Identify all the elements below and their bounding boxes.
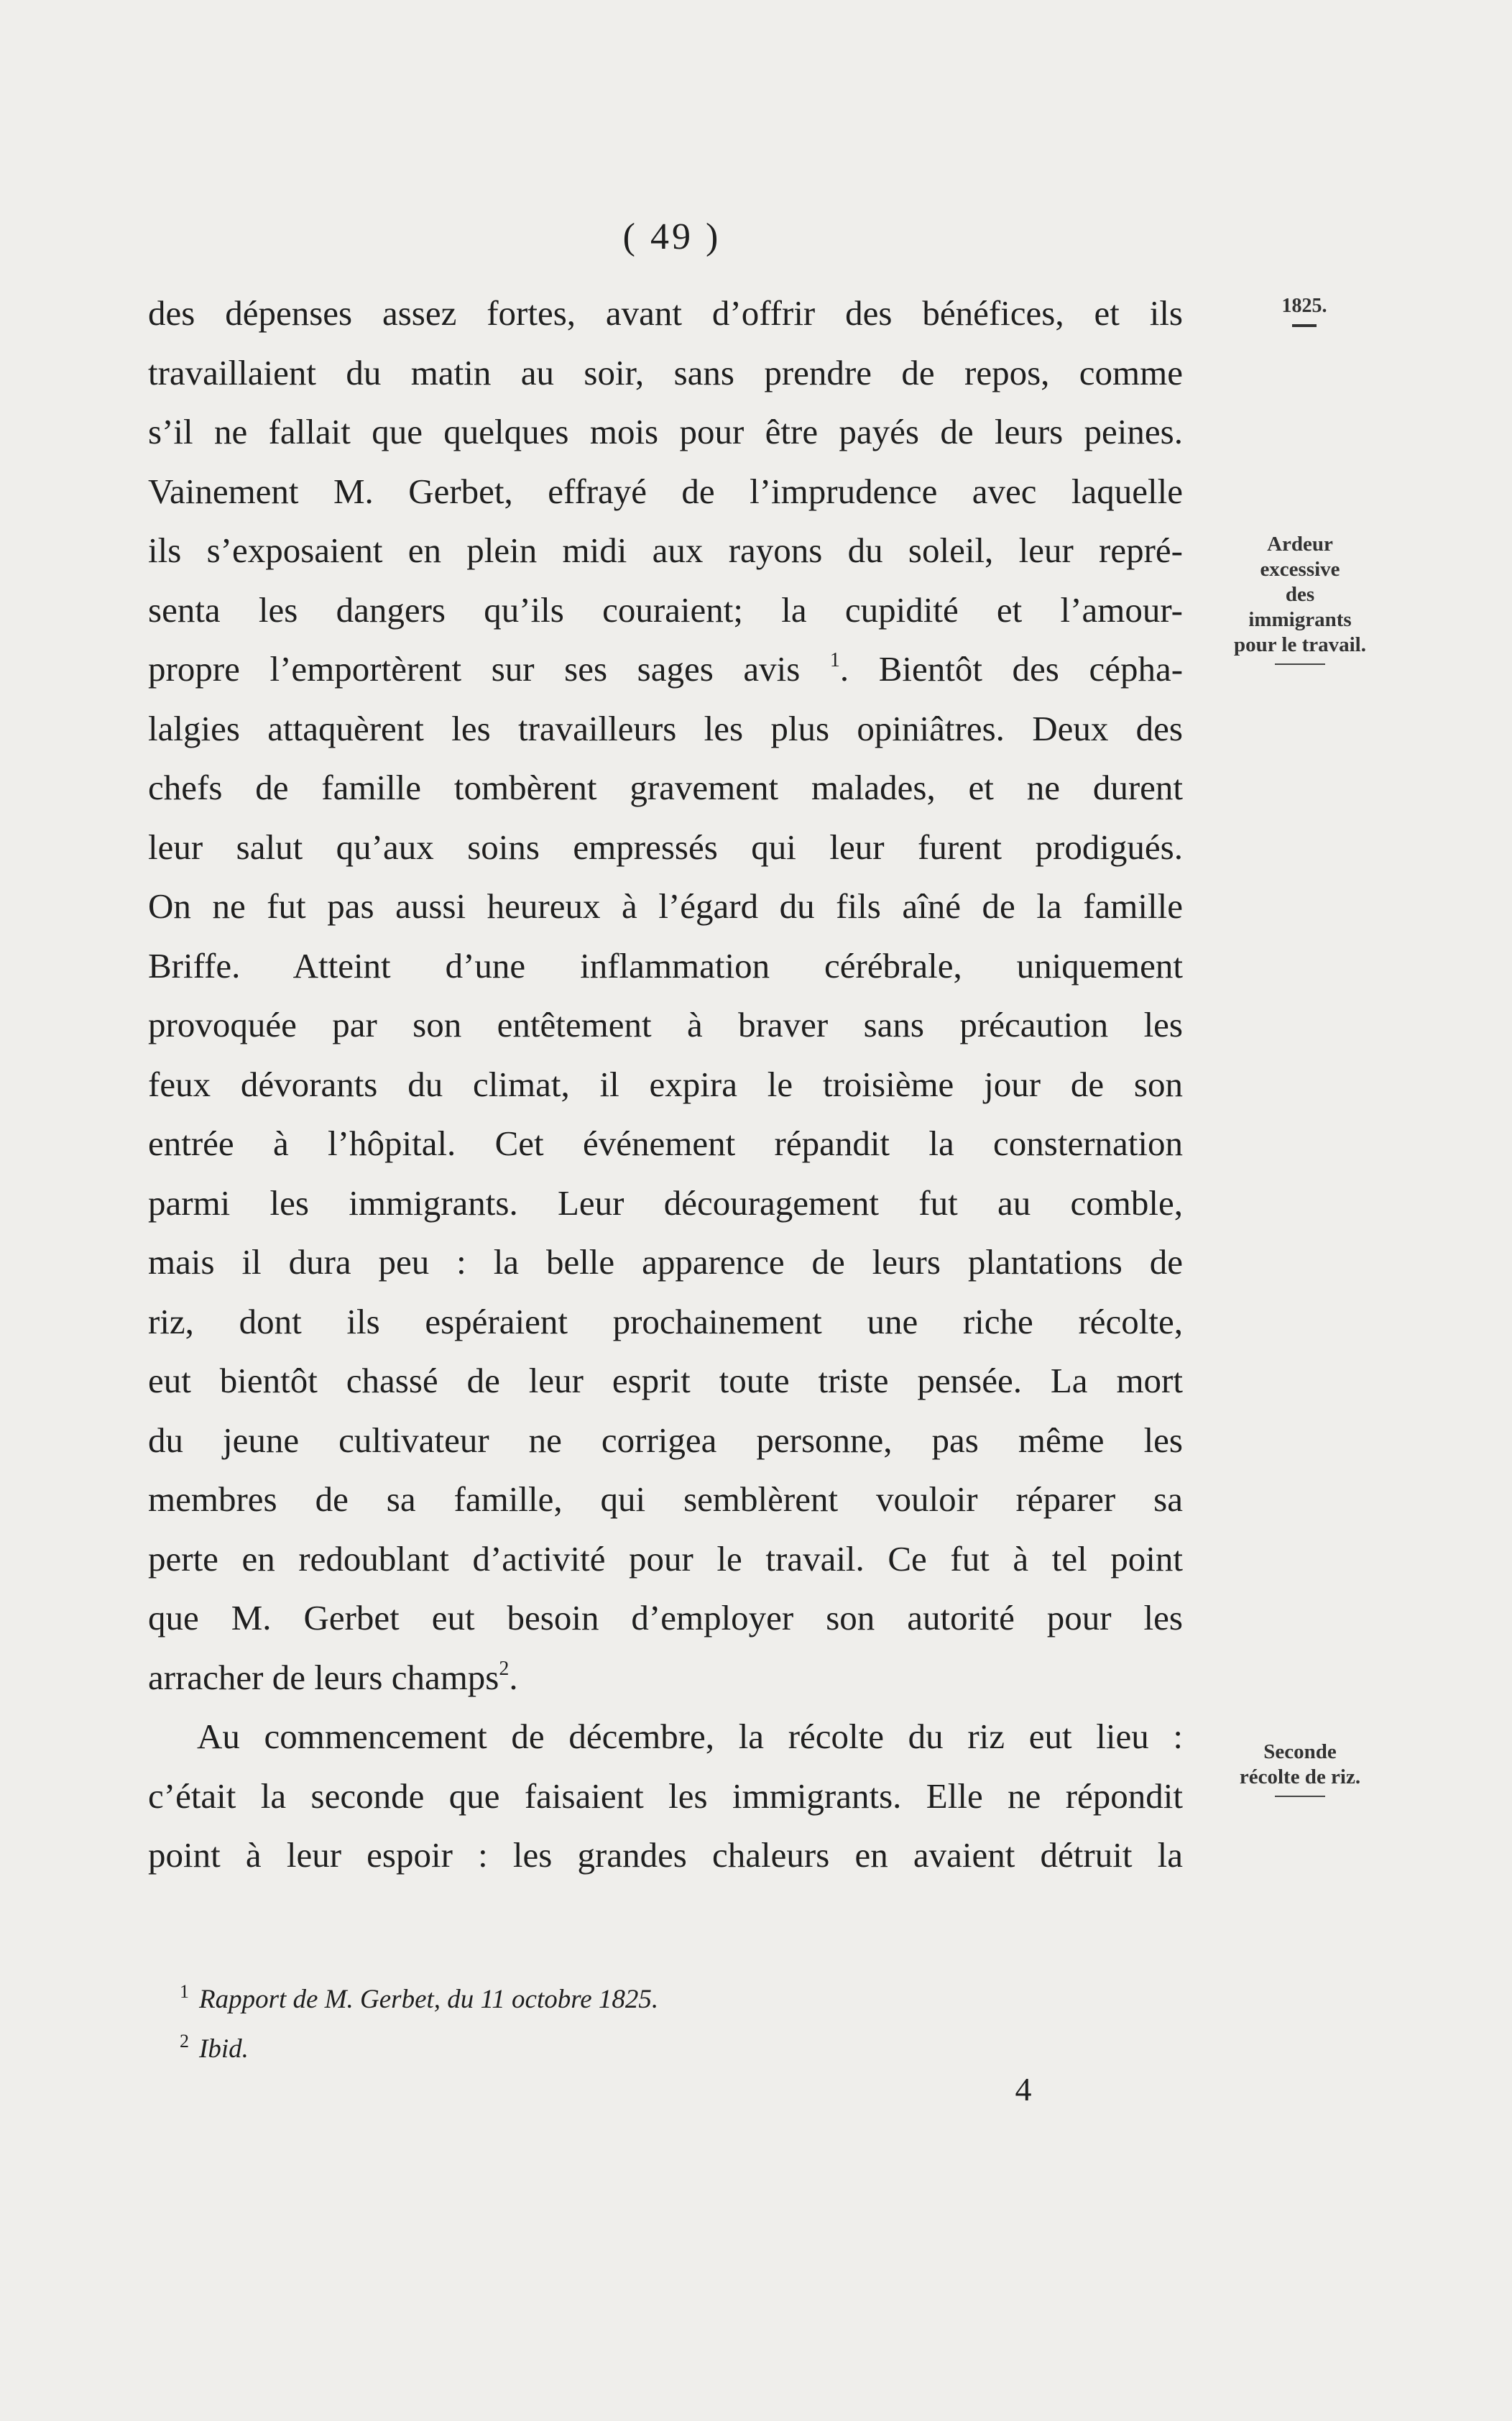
footnote [180,2021,1114,2070]
text-line: du jeune cultivateur ne corrigea personne, pas même les [148,1420,1183,1460]
footnote-text: Rapport de M. Gerbet, du 11 octobre 1825. [199,1985,659,2014]
footnote-marker: 2 [180,2031,189,2052]
text-line: travaillaient du matin au soir, sans prendre de repos, comme [148,352,1183,392]
page-number: ( 49 ) [622,216,722,257]
text-segment: . Bientôt des cépha- [839,649,1184,689]
text-line: que M. Gerbet eut besoin d’employer son autorité pour les [148,1598,1183,1637]
footnotes [180,1971,1114,2070]
footnote-text: Ibid. [199,2034,249,2064]
margin-note-year-text: 1825. [1281,295,1327,317]
text-line [148,1648,1183,1708]
footnote-marker: 1 [180,1981,189,2002]
footnote-ref[interactable]: 1 [829,649,840,671]
margin-note-line: des [1285,583,1315,606]
footnote [180,1971,1114,2021]
text-line: provoquée par son entêtement à braver sans précaution les [148,1005,1183,1044]
margin-note-ardeur [1217,532,1383,665]
text-line: entrée à l’hôpital. Cet événement répandit la consternation [148,1124,1183,1163]
text-line: Vainement M. Gerbet, effrayé de l’imprudence avec laquelle [148,471,1183,511]
text-line: des dépenses assez fortes, avant d’offrir des bénéfices, et ils [148,293,1183,333]
margin-rule [1275,1796,1325,1797]
text-line: point à leur espoir : les grandes chaleurs en avaient détruit la [148,1835,1183,1875]
text-line: On ne fut pas aussi heureux à l’égard du fils aîné de la famille [148,886,1183,926]
text-line: senta les dangers qu’ils couraient; la cupidité et l’amour- [148,589,1183,630]
margin-note-line: récolte de riz. [1239,1765,1361,1788]
text-line: mais il dura peu : la belle apparence de leurs plantations de [148,1242,1183,1282]
text-line: membres de sa famille, qui semblèrent vouloir réparer sa [148,1479,1183,1519]
text-segment: arracher de leurs champs [148,1657,499,1697]
text-line: Briffe. Atteint d’une inflammation cérébrale, uniquement [148,945,1183,986]
margin-rule [1275,663,1325,665]
signature-mark: 4 [1015,2071,1032,2108]
text-line: feux dévorants du climat, il expira le troisième jour de son [148,1064,1183,1104]
text-segment: propre l’emportèrent sur ses sages avis [148,649,801,689]
margin-note-line: pour le travail. [1234,633,1366,656]
text-line: s’il ne fallait que quelques mois pour être payés de leurs peines. [148,412,1183,451]
margin-note-seconde [1217,1740,1383,1797]
text-line: parmi les immigrants. Leur découragement fut au comble, [148,1182,1183,1223]
margin-note-year [1222,293,1387,327]
text-line: lalgies attaquèrent les travailleurs les plus opiniâtres. Deux des [148,708,1183,748]
text-line: leur salut qu’aux soins empressés qui leur furent prodigués. [148,827,1183,867]
text-line: eut bientôt chassé de leur esprit toute triste pensée. La mort [148,1361,1183,1400]
margin-note-line: Ardeur [1267,533,1333,556]
margin-note-line: Seconde [1263,1740,1337,1763]
text-line: ils s’exposaient en plein midi aux rayons du soleil, leur repré- [148,530,1183,570]
text-line [148,640,1183,699]
footnote-ref[interactable]: 2 [499,1657,510,1680]
text-line: Au commencement de décembre, la récolte du riz eut lieu : [197,1717,1183,1756]
margin-note-line: excessive [1260,558,1340,581]
text-line: chefs de famille tombèrent gravement malades, et ne durent [148,768,1183,807]
margin-rule [1292,324,1317,327]
text-segment: . [509,1657,518,1697]
text-line: perte en redoublant d’activité pour le travail. Ce fut à tel point [148,1538,1183,1579]
text-line: riz, dont ils espéraient prochainement une riche récolte, [148,1301,1183,1341]
text-line: c’était la seconde que faisaient les immigrants. Elle ne répondit [148,1775,1183,1816]
margin-note-line: immigrants [1248,608,1352,631]
body-text [148,284,1183,1885]
